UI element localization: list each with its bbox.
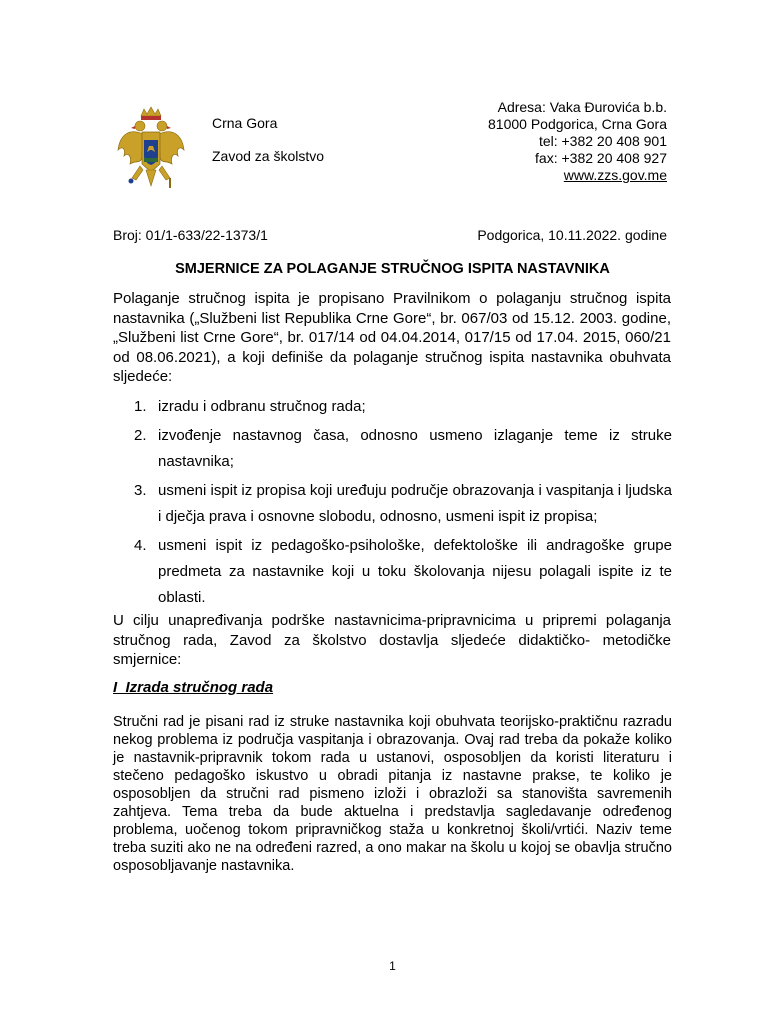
address-block (488, 99, 667, 184)
institution-name: Zavod za školstvo (212, 148, 325, 164)
section-body: Stručni rad je pisani rad iz struke nastavnika koji obuhvata teorijsko-praktičnu razradu nekog problema iz područja vaspitanja i obrazovanja. Ovaj rad treba da pokaže koliko je nastavnik-pripravnik tokom rada u ustanovi, osposobljen da koristi literaturu i stečeno pedagoško iskustvo u obradi pitanja iz nastavne prakse, te koliko je osposobljen da stručni rad pismeno izloži i obrazloži sa stanovišta savremenih zahtjeva. Tema treba da bude aktuelna i predstavlja sagledavanje određenog problema, uočenog tokom pripravničkog staža u konkretnoj školi/vrtići. Naziv teme treba suziti ako ne na određeni razred, a ono makar na školu u kojoj se obavlja stručno osposobljavanje nastavnika. (113, 714, 672, 874)
phone-line: tel: +382 20 408 901 (538, 133, 667, 149)
list-item (113, 478, 672, 530)
list-item (113, 394, 672, 420)
list-item-number: 3. (134, 482, 147, 499)
closing-paragraph: U cilju unapređivanja podrške nastavnicima-pripravnicima u pripremi polaganja stručnog rada, Zavod za školstvo dostavlja sljedeće didaktičko- metodičke smjernice: (113, 612, 671, 668)
list-item-number: 2. (134, 427, 147, 444)
list-item-text: izradu i odbranu stručnog rada; (158, 398, 366, 415)
country-name: Crna Gora (212, 115, 278, 131)
intro-paragraph: Polaganje stručnog ispita je propisano Pravilnikom o polaganju stručnog ispita nastavnika („Službeni list Republika Crne Gore“, br. 067/03 od 15.12. 2003. godine, „Službeni list Crne Gore“, br. 017/14 od 04.04.2014, 017/15 od 17.04. 2015, 060/21 od 08.06.2021), a koji definiše da polaganje stručnog ispita nastavnika obuhvata sljedeće: (113, 290, 671, 385)
list-item-text: usmeni ispit iz propisa koji uređuju područje obrazovanja i vaspitanja i ljudska i dječja prava i osnovne slobodu, odnosno, usmeni ispit iz propisa; (158, 482, 672, 525)
place-date: Podgorica, 10.11.2022. godine (477, 227, 667, 243)
requirements-list (113, 394, 672, 614)
list-item-number: 1. (134, 398, 147, 415)
reference-number: Broj: 01/1-633/22-1373/1 (113, 227, 268, 243)
list-item-text: izvođenje nastavnog časa, odnosno usmeno izlaganje teme iz struke nastavnika; (158, 427, 672, 470)
montenegro-coat-of-arms-icon (116, 106, 186, 198)
list-item (113, 423, 672, 475)
address-line: Adresa: Vaka Đurovića b.b. (497, 99, 667, 115)
document-title: SMJERNICE ZA POLAGANJE STRUČNOG ISPITA NASTAVNIKA (175, 261, 610, 277)
section-heading: I Izrada stručnog rada (113, 679, 274, 696)
page-number: 1 (389, 959, 396, 973)
address-line: 81000 Podgorica, Crna Gora (488, 116, 667, 132)
fax-line: fax: +382 20 408 927 (535, 150, 667, 166)
list-item (113, 533, 672, 611)
website-link[interactable]: www.zzs.gov.me (563, 167, 667, 183)
list-item-text: usmeni ispit iz pedagoško-psihološke, defektološke ili andragoške grupe predmeta za nastavnike koji u toku školovanja nijesu polagali ispite iz te oblasti. (158, 537, 672, 606)
list-item-number: 4. (134, 537, 147, 554)
